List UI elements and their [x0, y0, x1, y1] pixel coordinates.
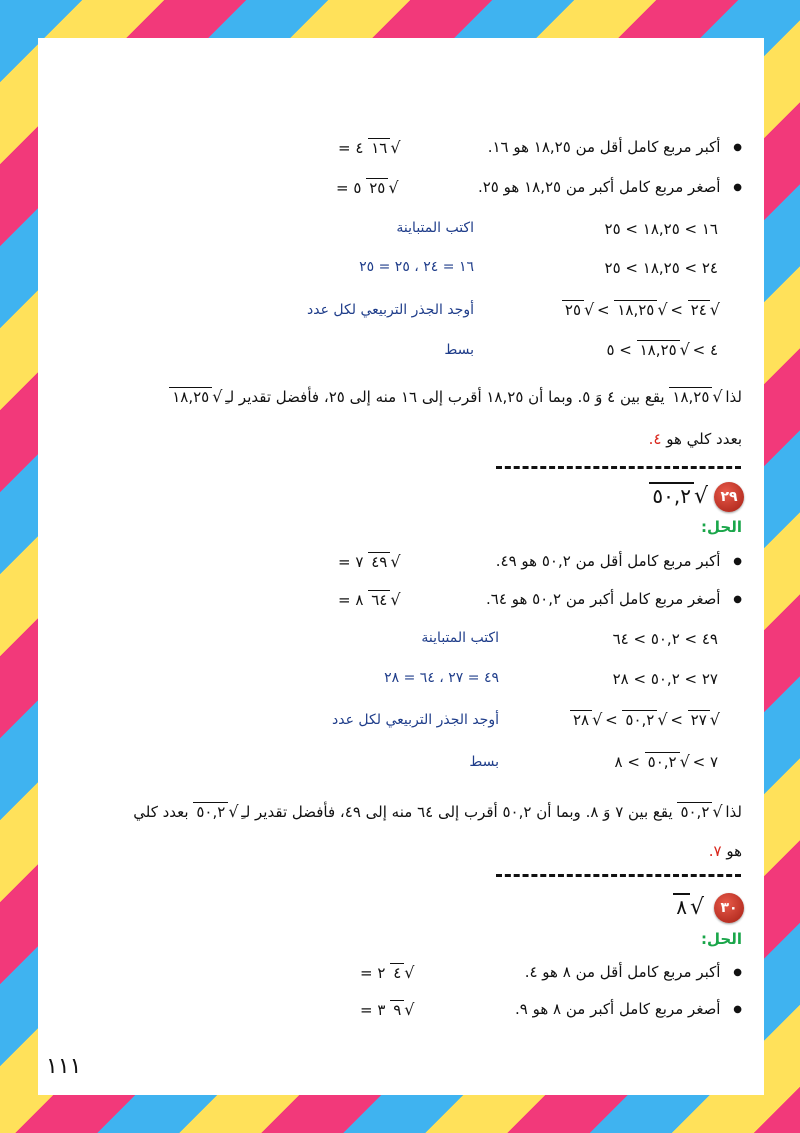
bullet-line: ● أصغر مربع كامل أكبر من ١٨,٢٥ هو ٢٥. [478, 178, 742, 196]
step-label: اكتب المتباينة [396, 220, 474, 236]
solution-label: الحل: [701, 930, 742, 948]
bullet-line: ● أكبر مربع كامل أقل من ١٨,٢٥ هو ١٦. [488, 138, 742, 156]
problem-expression: √٥٠,٢ [649, 482, 706, 509]
step-label: أوجد الجذر التربيعي لكل عدد [332, 712, 499, 728]
inequality: ٢٧ > ٥٠,٢ > ٢٨ [612, 670, 718, 688]
conclusion-line2: هو ٧. [708, 842, 742, 860]
sqrt-expression: √٢٥ ٥ = [336, 178, 399, 197]
bullet-line: ● أكبر مربع كامل أقل من ٥٠,٢ هو ٤٩. [496, 552, 742, 570]
sqrt-inequality: √٢٧ > √٥٠,٢ > √٢٨ [570, 710, 718, 729]
step-label: بسط [444, 342, 474, 358]
simplified-inequality: ٧ > √٥٠,٢ > ٨ [614, 752, 718, 771]
inequality: ٢٤ > ١٨,٢٥ > ٢٥ [604, 259, 718, 277]
sqrt-expression: √١٦ ٤ = [338, 138, 401, 157]
step-label: بسط [469, 754, 499, 770]
step-label: أوجد الجذر التربيعي لكل عدد [307, 302, 474, 318]
sqrt-inequality: √٢٤ > √١٨,٢٥ > √٢٥ [562, 300, 718, 319]
sqrt-expression: √٤٩ ٧ = [338, 552, 401, 571]
simplified-inequality: ٤ > √١٨,٢٥ > ٥ [606, 340, 718, 359]
problem-expression: √٨ [673, 893, 702, 920]
sqrt-expression: √٦٤ ٨ = [338, 590, 401, 609]
problem-number-badge: ٢٩ [714, 482, 744, 512]
step-note: ٤٩ = ٢٧ ، ٦٤ = ٢٨ [384, 670, 499, 686]
sqrt-expression: √٩ ٣ = [360, 1000, 415, 1019]
dashed-separator [496, 874, 741, 877]
answer: ٤. [648, 430, 662, 448]
conclusion: لذا √١٨,٢٥ يقع بين ٤ وَ ٥. وبما أن ١٨,٢٥ أقرب إلى ١٦ منه إلى ٢٥، فأفضل تقدير لـِ √١٨,٢٥ [169, 387, 742, 406]
dashed-separator [496, 466, 741, 469]
bullet-line: ● أصغر مربع كامل أكبر من ٥٠,٢ هو ٦٤. [486, 590, 742, 608]
step-note: ١٦ = ٢٤ ، ٢٥ = ٢٥ [359, 259, 474, 275]
conclusion-line2: بعدد كلي هو ٤. [648, 430, 742, 448]
answer: ٧. [708, 842, 722, 860]
bullet-line: ● أكبر مربع كامل أقل من ٨ هو ٤. [525, 963, 742, 981]
problem-number-badge: ٣٠ [714, 893, 744, 923]
bullet-line: ● أصغر مربع كامل أكبر من ٨ هو ٩. [515, 1000, 742, 1018]
textbook-page [38, 38, 764, 1095]
step-label: اكتب المتباينة [421, 630, 499, 646]
conclusion: لذا √٥٠,٢ يقع بين ٧ وَ ٨. وبما أن ٥٠,٢ أقرب إلى ٦٤ منه إلى ٤٩، فأفضل تقدير لـِ √٥٠,٢ بعدد كلي [133, 802, 742, 821]
solution-label: الحل: [701, 518, 742, 536]
sqrt-expression: √٤ ٢ = [360, 963, 415, 982]
inequality: ١٦ > ١٨,٢٥ > ٢٥ [604, 220, 718, 238]
page-number: ١١١ [46, 1054, 82, 1079]
inequality: ٤٩ > ٥٠,٢ > ٦٤ [612, 630, 718, 648]
